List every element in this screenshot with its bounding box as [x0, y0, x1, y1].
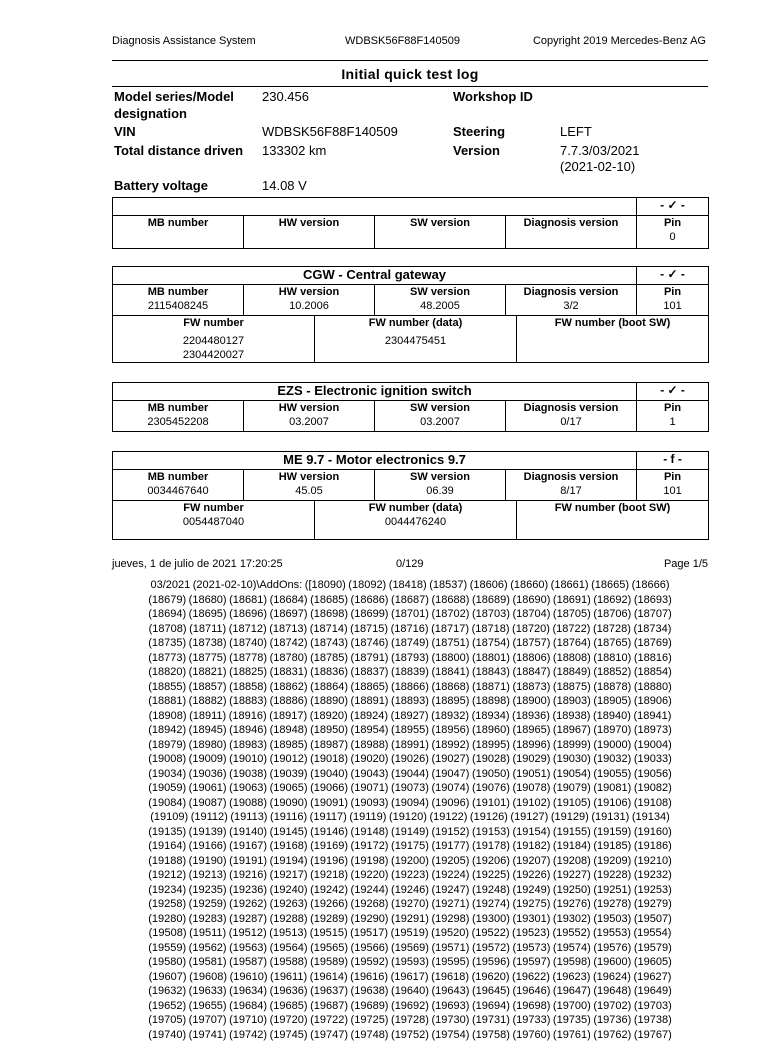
addons-line: (19632) (19633) (19634) (19636) (19637) (19638) (19640) (19643) (19645) (19646) (19647) (19648) (19649)	[112, 984, 708, 999]
page-title: Initial quick test log	[112, 66, 708, 82]
mb-value: 0034467640	[113, 484, 243, 498]
footer-date: jueves, 1 de julio de 2021 17:20:25	[112, 558, 283, 570]
fw-data-value: 0044476240	[315, 515, 516, 529]
addons-line: (19705) (19707) (19710) (19720) (19722) (19725) (19728) (19730) (19731) (19733) (19735) (19736) (19738)	[112, 1013, 708, 1028]
distance-label: Total distance driven	[114, 142, 243, 159]
status-badge: - ✓ -	[637, 267, 709, 285]
col-fw-data: FW number (data)	[315, 501, 516, 515]
col-hw: HW version	[244, 285, 374, 299]
addons-line: 03/2021 (2021-02-10)\AddOns: ([18090) (18092) (18418) (18537) (18606) (18660) (18661) (18665) (18666)	[112, 578, 708, 593]
col-pin: Pin	[637, 285, 708, 299]
header-copyright: Copyright 2019 Mercedes-Benz AG	[533, 35, 706, 47]
addons-line: (19164) (19166) (19167) (19168) (19169) (19172) (19175) (19177) (19178) (19182) (19184) (19185) (19186)	[112, 839, 708, 854]
col-sw: SW version	[375, 470, 505, 484]
header-vin: WDBSK56F88F140509	[345, 35, 460, 47]
status-badge: - ✓ -	[637, 198, 709, 216]
pin-value: 101	[637, 484, 708, 498]
addons-line: (19258) (19259) (19262) (19263) (19266) (19268) (19270) (19271) (19274) (19275) (19276) (19278) (19279)	[112, 897, 708, 912]
col-hw: HW version	[244, 216, 374, 230]
addons-line: (18908) (18911) (18916) (18917) (18920) (18924) (18927) (18932) (18934) (18936) (18938) (18940) (18941)	[112, 709, 708, 724]
col-diag: Diagnosis version	[506, 216, 636, 230]
pin-value: 101	[637, 299, 708, 313]
fw-value: 0054487040	[113, 515, 314, 529]
vin-label: VIN	[114, 123, 136, 140]
addons-list	[112, 578, 708, 1042]
col-fw-boot: FW number (boot SW)	[517, 501, 708, 515]
distance-value: 133302 km	[262, 142, 326, 159]
addons-line: (18881) (18882) (18883) (18886) (18890) (18891) (18893) (18895) (18898) (18900) (18903) (18905) (18906)	[112, 694, 708, 709]
block-name: ME 9.7 - Motor electronics 9.7	[113, 452, 637, 470]
addons-line: (18679) (18680) (18681) (18684) (18685) (18686) (18687) (18688) (18689) (18690) (18691) (18692) (18693)	[112, 593, 708, 608]
addons-line: (19212) (19213) (19216) (19217) (19218) (19220) (19223) (19224) (19225) (19226) (19227) (19228) (19232)	[112, 868, 708, 883]
steering-value: LEFT	[560, 123, 592, 140]
addons-line: (19135) (19139) (19140) (19145) (19146) (19148) (19149) (19152) (19153) (19154) (19155) (19159) (19160)	[112, 825, 708, 840]
battery-label: Battery voltage	[114, 177, 208, 194]
hw-value: 45.05	[244, 484, 374, 498]
sw-value: 48.2005	[375, 299, 505, 313]
header-system: Diagnosis Assistance System	[112, 35, 256, 47]
addons-line: (19280) (19283) (19287) (19288) (19289) (19290) (19291) (19298) (19300) (19301) (19302) (19503) (19507)	[112, 912, 708, 927]
version-value-1: 7.7.3/03/2021	[560, 142, 640, 159]
block-name: EZS - Electronic ignition switch	[113, 383, 637, 401]
diag-value: 8/17	[506, 484, 636, 498]
addons-line: (18855) (18857) (18858) (18862) (18864) (18865) (18866) (18868) (18871) (18873) (18875) (18878) (18880)	[112, 680, 708, 695]
workshop-label: Workshop ID	[453, 88, 533, 105]
model-label: Model series/Model designation	[114, 88, 254, 122]
title-rule	[112, 86, 708, 87]
addons-line: (19109) (19112) (19113) (19116) (19117) (19119) (19120) (19122) (19126) (19127) (19129) (19131) (19134)	[112, 810, 708, 825]
addons-line: (18708) (18711) (18712) (18713) (18714) (18715) (18716) (18717) (18718) (18720) (18722) (18728) (18734)	[112, 622, 708, 637]
addons-line: (19084) (19087) (19088) (19090) (19091) (19093) (19094) (19096) (19101) (19102) (19105) (19106) (19108)	[112, 796, 708, 811]
addons-line: (18979) (18980) (18983) (18985) (18987) (18988) (18991) (18992) (18995) (18996) (18999) (19000) (19004)	[112, 738, 708, 753]
addons-line: (19188) (19190) (19191) (19194) (19196) (19198) (19200) (19205) (19206) (19207) (19208) (19209) (19210)	[112, 854, 708, 869]
fw-value-2: 2304420027	[113, 348, 314, 362]
col-fw: FW number	[113, 316, 314, 330]
status-badge: - ✓ -	[637, 383, 709, 401]
version-label: Version	[453, 142, 500, 159]
header-rule	[112, 60, 708, 61]
col-sw: SW version	[375, 285, 505, 299]
col-pin: Pin	[637, 401, 708, 415]
col-mb: MB number	[113, 401, 243, 415]
addons-line: (19740) (19741) (19742) (19745) (19747) (19748) (19752) (19754) (19758) (19760) (19761) (19762) (19767)	[112, 1028, 708, 1042]
addons-line: (19034) (19036) (19038) (19039) (19040) (19043) (19044) (19047) (19050) (19051) (19054) (19055) (19056)	[112, 767, 708, 782]
col-mb: MB number	[113, 470, 243, 484]
addons-line: (19652) (19655) (19684) (19685) (19687) (19689) (19692) (19693) (19694) (19698) (19700) (19702) (19703)	[112, 999, 708, 1014]
steering-label: Steering	[453, 123, 505, 140]
ecu-block-cgw	[112, 266, 709, 363]
diag-value: 0/17	[506, 415, 636, 429]
col-sw: SW version	[375, 216, 505, 230]
hw-value: 03.2007	[244, 415, 374, 429]
sw-value: 06.39	[375, 484, 505, 498]
model-value: 230.456	[262, 88, 309, 105]
fw-value: 2204480127	[113, 334, 314, 348]
ecu-block-unnamed	[112, 197, 709, 249]
status-badge: - f -	[637, 452, 709, 470]
col-mb: MB number	[113, 216, 243, 230]
footer-page: Page 1/5	[664, 558, 708, 570]
addons-line: (19580) (19581) (19587) (19588) (19589) (19592) (19593) (19595) (19596) (19597) (19598) (19600) (19605)	[112, 955, 708, 970]
vin-value: WDBSK56F88F140509	[262, 123, 398, 140]
mb-value: 2305452208	[113, 415, 243, 429]
footer-count: 0/129	[396, 558, 424, 570]
col-diag: Diagnosis version	[506, 401, 636, 415]
col-diag: Diagnosis version	[506, 285, 636, 299]
col-mb: MB number	[113, 285, 243, 299]
diag-value: 3/2	[506, 299, 636, 313]
addons-line: (19559) (19562) (19563) (19564) (19565) (19566) (19569) (19571) (19572) (19573) (19574) (19576) (19579)	[112, 941, 708, 956]
addons-line: (18735) (18738) (18740) (18742) (18743) (18746) (18749) (18751) (18754) (18757) (18764) (18765) (18769)	[112, 636, 708, 651]
block-name: CGW - Central gateway	[113, 267, 637, 285]
pin-value: 1	[637, 415, 708, 429]
addons-line: (18942) (18945) (18946) (18948) (18950) (18954) (18955) (18956) (18960) (18965) (18967) (18970) (18973)	[112, 723, 708, 738]
col-fw: FW number	[113, 501, 314, 515]
block-name	[113, 198, 637, 216]
col-pin: Pin	[637, 470, 708, 484]
sw-value: 03.2007	[375, 415, 505, 429]
addons-line: (18694) (18695) (18696) (18697) (18698) (18699) (18701) (18702) (18703) (18704) (18705) (18706) (18707)	[112, 607, 708, 622]
fw-data-value: 2304475451	[315, 334, 516, 348]
addons-line: (19234) (19235) (19236) (19240) (19242) (19244) (19246) (19247) (19248) (19249) (19250) (19251) (19253)	[112, 883, 708, 898]
version-value-2: (2021-02-10)	[560, 158, 635, 175]
hw-value: 10.2006	[244, 299, 374, 313]
addons-line: (18773) (18775) (18778) (18780) (18785) (18791) (18793) (18800) (18801) (18806) (18808) (18810) (18816)	[112, 651, 708, 666]
col-hw: HW version	[244, 470, 374, 484]
col-diag: Diagnosis version	[506, 470, 636, 484]
battery-value: 14.08 V	[262, 177, 307, 194]
addons-line: (18820) (18821) (18825) (18831) (18836) (18837) (18839) (18841) (18843) (18847) (18849) (18852) (18854)	[112, 665, 708, 680]
mb-value: 2115408245	[113, 299, 243, 313]
col-hw: HW version	[244, 401, 374, 415]
col-fw-data: FW number (data)	[315, 316, 516, 330]
ecu-block-me97	[112, 451, 709, 540]
addons-line: (19059) (19061) (19063) (19065) (19066) (19071) (19073) (19074) (19076) (19078) (19079) (19081) (19082)	[112, 781, 708, 796]
addons-line: (19508) (19511) (19512) (19513) (19515) (19517) (19519) (19520) (19522) (19523) (19552) (19553) (19554)	[112, 926, 708, 941]
pin-value: 0	[637, 230, 708, 244]
addons-line: (19607) (19608) (19610) (19611) (19614) (19616) (19617) (19618) (19620) (19622) (19623) (19624) (19627)	[112, 970, 708, 985]
col-fw-boot: FW number (boot SW)	[517, 316, 708, 330]
col-pin: Pin	[637, 216, 708, 230]
col-sw: SW version	[375, 401, 505, 415]
ecu-block-ezs	[112, 382, 709, 432]
addons-line: (19008) (19009) (19010) (19012) (19018) (19020) (19026) (19027) (19028) (19029) (19030) (19032) (19033)	[112, 752, 708, 767]
